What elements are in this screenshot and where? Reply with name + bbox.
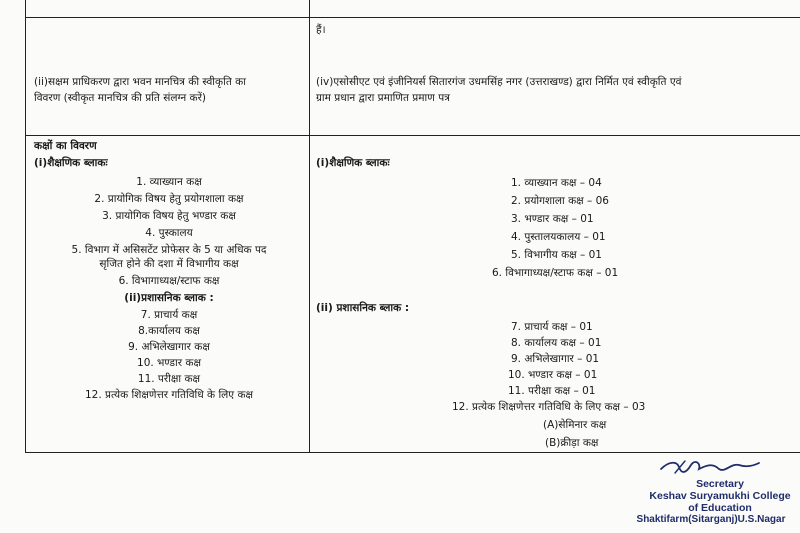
left-admin-item: 8.कार्यालय कक्ष — [138, 325, 200, 337]
left-academic-item: 4. पुस्कालय — [145, 227, 193, 239]
right-academic-item: 6. विभागाध्यक्ष/स्टाफ कक्ष – 01 — [492, 267, 619, 279]
left-academic-item: 5. विभाग में असिसटेंट प्रोफेसर के 5 या अधिक पद — [71, 244, 267, 256]
right-academic-item: 2. प्रयोगशाला कक्ष – 06 — [511, 195, 609, 207]
certificate-heading-line1: (iv)एसोसीएट एवं इंजीनियर्स सितारगंज उधमसिंह नगर (उत्तराखण्ड) द्वारा निर्मित एवं स्वीकृति एवं — [316, 76, 682, 88]
table-left-border — [25, 0, 26, 452]
signatory-title: Secretary — [696, 478, 744, 490]
left-admin-item: 10. भण्डार कक्ष — [137, 357, 201, 369]
left-admin-item: 11. परीक्षा कक्ष — [137, 373, 201, 385]
left-academic-item: 3. प्रायोगिक विषय हेतु भण्डार कक्ष — [102, 210, 236, 222]
table-bottom-border — [25, 452, 800, 453]
right-academic-item: 4. पुस्तालयकालय – 01 — [511, 231, 606, 243]
left-academic-item: 6. विभागाध्यक्ष/स्टाफ कक्ष — [118, 275, 220, 287]
handwritten-signature — [655, 455, 765, 479]
left-academic-item: 1. व्याख्यान कक्ष — [136, 176, 202, 188]
rooms-section-title: कक्षों का विवरण — [34, 140, 97, 152]
left-academic-item: सृजित होने की दशा में विभागीय कक्ष — [99, 258, 239, 270]
right-admin-item: 11. परीक्षा कक्ष – 01 — [508, 385, 596, 397]
certificate-heading-line2: ग्राम प्रधान द्वारा प्रमाणित प्रमाण पत्र — [316, 92, 450, 104]
table-center-divider — [309, 0, 310, 452]
building-map-heading-line1: (ii)सक्षम प्राधिकरण द्वारा भवन मानचित्र की स्वीकृति का — [34, 76, 246, 88]
right-extra-item: (A)सेमिनार कक्ष — [543, 419, 607, 431]
row-divider-top — [25, 17, 800, 18]
right-academic-item: 3. भण्डार कक्ष – 01 — [511, 213, 594, 225]
right-extra-item: (B)क्रीड़ा कक्ष — [545, 437, 599, 449]
left-admin-heading: (ii)प्रशासनिक ब्लाक : — [124, 292, 214, 304]
right-academic-item: 1. व्याख्यान कक्ष – 04 — [511, 177, 602, 189]
left-academic-heading: (i)शैक्षणिक ब्लाकः — [34, 157, 108, 169]
college-address: Shaktifarm(Sitarganj)U.S.Nagar — [636, 514, 786, 525]
right-admin-heading: (ii) प्रशासनिक ब्लाक : — [316, 302, 410, 314]
left-academic-item: 2. प्रायोगिक विषय हेतु प्रयोगशाला कक्ष — [94, 193, 244, 205]
right-admin-item: 8. कार्यालय कक्ष – 01 — [511, 337, 602, 349]
college-name: Keshav Suryamukhi College — [649, 490, 791, 502]
right-academic-item: 5. विभागीय कक्ष – 01 — [511, 249, 602, 261]
continuation-text: हैं। — [316, 24, 326, 36]
right-admin-item: 9. अभिलेखागार – 01 — [511, 353, 600, 365]
right-admin-item: 12. प्रत्येक शिक्षणेत्तर गतिविधि के लिए कक्ष – 03 — [452, 401, 646, 413]
right-admin-item: 10. भण्डार कक्ष – 01 — [508, 369, 598, 381]
left-admin-item: 7. प्राचार्य कक्ष — [140, 309, 198, 321]
left-admin-item: 12. प्रत्येक शिक्षणेत्तर गतिविधि के लिए कक्ष — [84, 389, 254, 401]
right-academic-heading: (i)शैक्षणिक ब्लाकः — [316, 157, 390, 169]
college-name-cont: of Education — [688, 502, 752, 514]
building-map-heading-line2: विवरण (स्वीकृत मानचित्र की प्रति संलग्न करें) — [34, 92, 207, 104]
row-divider-middle — [25, 135, 800, 136]
left-admin-item: 9. अभिलेखागार कक्ष — [128, 341, 210, 353]
right-admin-item: 7. प्राचार्य कक्ष – 01 — [511, 321, 593, 333]
